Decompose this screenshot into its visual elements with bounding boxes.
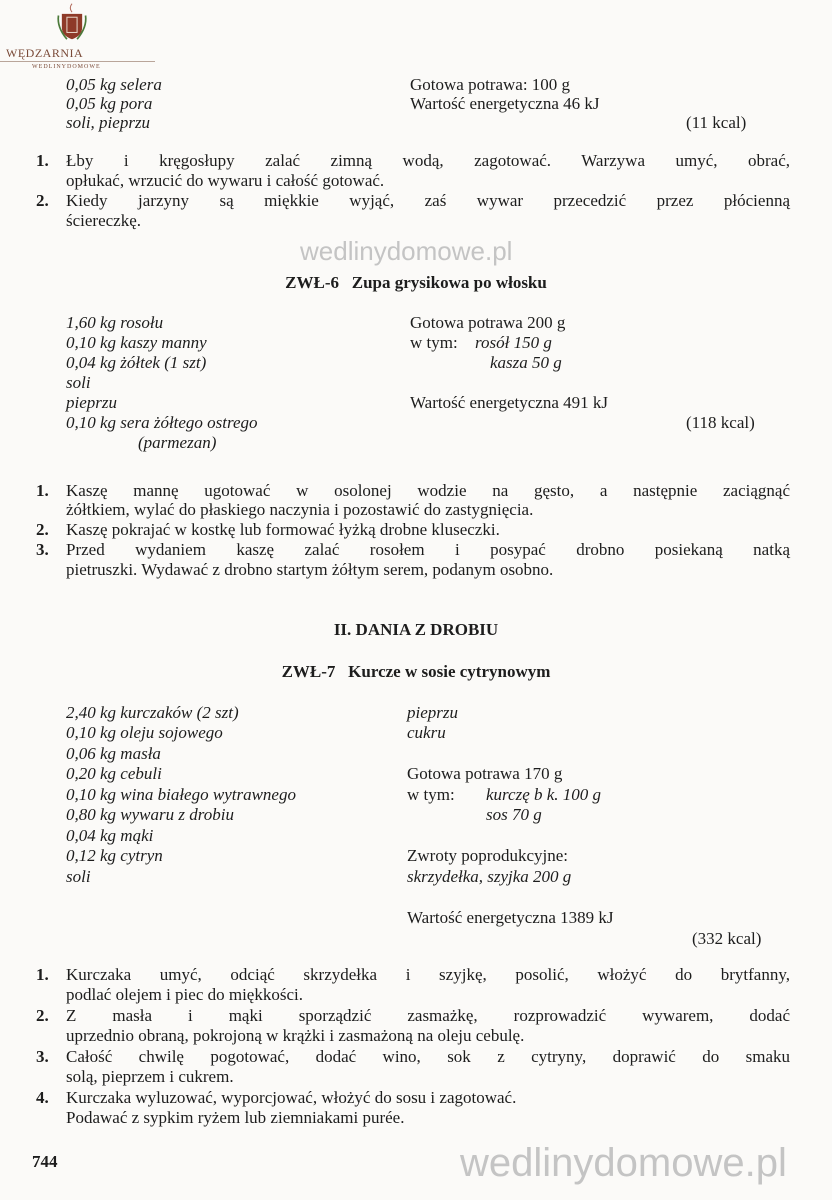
step-number: 2. (36, 191, 49, 210)
smokehouse-logo-icon (54, 2, 90, 46)
step-number: 2. (36, 1006, 49, 1025)
energy: Wartość energetyczna 491 kJ (410, 393, 608, 412)
watermark-diagonal: wedlinydomowe.pl (300, 236, 513, 266)
step-line: podlać olejem i piec do miękkości. (66, 985, 303, 1004)
incl-label: w tym: (407, 785, 455, 804)
step-line: Łby i kręgosłupy zalać zimną wodą, zagotować. Warzywa umyć, obrać, (66, 151, 790, 170)
step-number: 2. (36, 520, 49, 539)
ingredient: pieprzu (407, 703, 458, 722)
incl-item: rosół 150 g (475, 333, 552, 352)
yield: Gotowa potrawa 170 g (407, 764, 563, 783)
ingredient: 0,05 kg selera (66, 75, 162, 94)
ingredient: cukru (407, 723, 446, 742)
watermark-bottom: wedlinydomowe.pl (460, 1141, 787, 1185)
recipe-code: ZWŁ-7 (281, 662, 336, 681)
energy: Wartość energetyczna 46 kJ (410, 94, 600, 113)
recipe-heading (0, 661, 832, 683)
ingredient: 2,40 kg kurczaków (2 szt) (66, 703, 239, 722)
incl-item: kasza 50 g (490, 353, 562, 372)
recipe-heading (0, 272, 832, 294)
incl-item: kurczę b k. 100 g (486, 785, 602, 804)
incl-label: w tym: (410, 333, 458, 352)
ingredient: soli (66, 867, 91, 886)
ingredient: soli (66, 373, 91, 392)
step-line: ściereczkę. (66, 211, 142, 230)
step-line: Podawać z sypkim ryżem lub ziemniakami purée. (66, 1108, 405, 1127)
step-line: Kiedy jarzyny są miękkie wyjąć, zaś wywar przecedzić przez płócienną (66, 191, 790, 210)
step-number: 1. (36, 151, 49, 170)
returns-label: Zwroty poprodukcyjne: (407, 846, 568, 865)
returns: skrzydełka, szyjka 200 g (407, 867, 572, 886)
step-line: Kurczaka umyć, odciąć skrzydełka i szyjkę, posolić, włożyć do brytfanny, (66, 965, 790, 984)
recipe-title: Zupa grysikowa po włosku (351, 273, 547, 292)
kcal: (118 kcal) (686, 413, 755, 432)
recipe-code: ZWŁ-6 (285, 273, 339, 292)
ingredient: soli, pieprzu (66, 113, 151, 132)
recipe-title: Kurcze w sosie cytrynowym (348, 662, 551, 681)
step-line: solą, pieprzem i cukrem. (66, 1067, 234, 1086)
section-heading: II. DANIA Z DROBIU (333, 620, 499, 639)
step-line: Całość chwilę pogotować, dodać wino, sok z cytryny, doprawić do smaku (66, 1047, 790, 1066)
logo-brand: WĘDZARNIA (6, 46, 84, 60)
ingredient: 0,10 kg wina białego wytrawnego (66, 785, 296, 804)
ingredient: (parmezan) (138, 433, 217, 452)
ingredient: 0,10 kg oleju sojowego (66, 723, 223, 742)
yield: Gotowa potrawa 200 g (410, 313, 566, 332)
step-line: uprzednio obraną, pokrojoną w krążki i zasmażoną na oleju cebulę. (66, 1026, 525, 1045)
step-number: 1. (36, 965, 49, 984)
yield: Gotowa potrawa: 100 g (410, 75, 571, 94)
step-line: Kurczaka wyluzować, wyporcjować, włożyć do sosu i zagotować. (66, 1088, 517, 1107)
ingredient: 0,05 kg pora (66, 94, 153, 113)
kcal: (11 kcal) (686, 113, 747, 132)
ingredient: 0,06 kg masła (66, 744, 161, 763)
step-number: 1. (36, 481, 49, 500)
ingredient: 0,04 kg mąki (66, 826, 154, 845)
step-line: Z masła i mąki sporządzić zasmażkę, rozprowadzić wywarem, dodać (66, 1006, 790, 1025)
step-line: pietruszki. Wydawać z drobno startym żółtym serem, podanym osobno. (66, 560, 554, 579)
step-line: Kaszę mannę ugotować w osolonej wodzie na gęsto, a następnie zaciągnąć (66, 481, 790, 500)
ingredient: 1,60 kg rosołu (66, 313, 164, 332)
energy: Wartość energetyczna 1389 kJ (407, 908, 614, 927)
page-number: 744 (32, 1152, 58, 1171)
step-line: Kaszę pokrajać w kostkę lub formować łyżką drobne kluseczki. (66, 520, 500, 539)
ingredient: pieprzu (66, 393, 117, 412)
ingredient: 0,12 kg cytryn (66, 846, 163, 865)
incl-item: sos 70 g (486, 805, 542, 824)
ingredient: 0,20 kg cebuli (66, 764, 162, 783)
step-line: żółtkiem, wylać do płaskiego naczynia i pozostawić do zastygnięcia. (66, 500, 534, 519)
step-number: 3. (36, 540, 49, 559)
step-line: opłukać, wrzucić do wywaru i całość gotować. (66, 171, 385, 190)
step-number: 3. (36, 1047, 49, 1066)
logo-divider (0, 61, 155, 62)
step-number: 4. (36, 1088, 49, 1107)
ingredient: 0,80 kg wywaru z drobiu (66, 805, 234, 824)
ingredient: 0,10 kg kaszy manny (66, 333, 207, 352)
ingredient: 0,10 kg sera żółtego ostrego (66, 413, 258, 432)
kcal: (332 kcal) (692, 929, 762, 948)
ingredient: 0,04 kg żółtek (1 szt) (66, 353, 207, 372)
step-line: Przed wydaniem kaszę zalać rosołem i posypać drobno posiekaną natką (66, 540, 790, 559)
logo-subtitle: WEDLINYDOMOWE (32, 64, 101, 70)
